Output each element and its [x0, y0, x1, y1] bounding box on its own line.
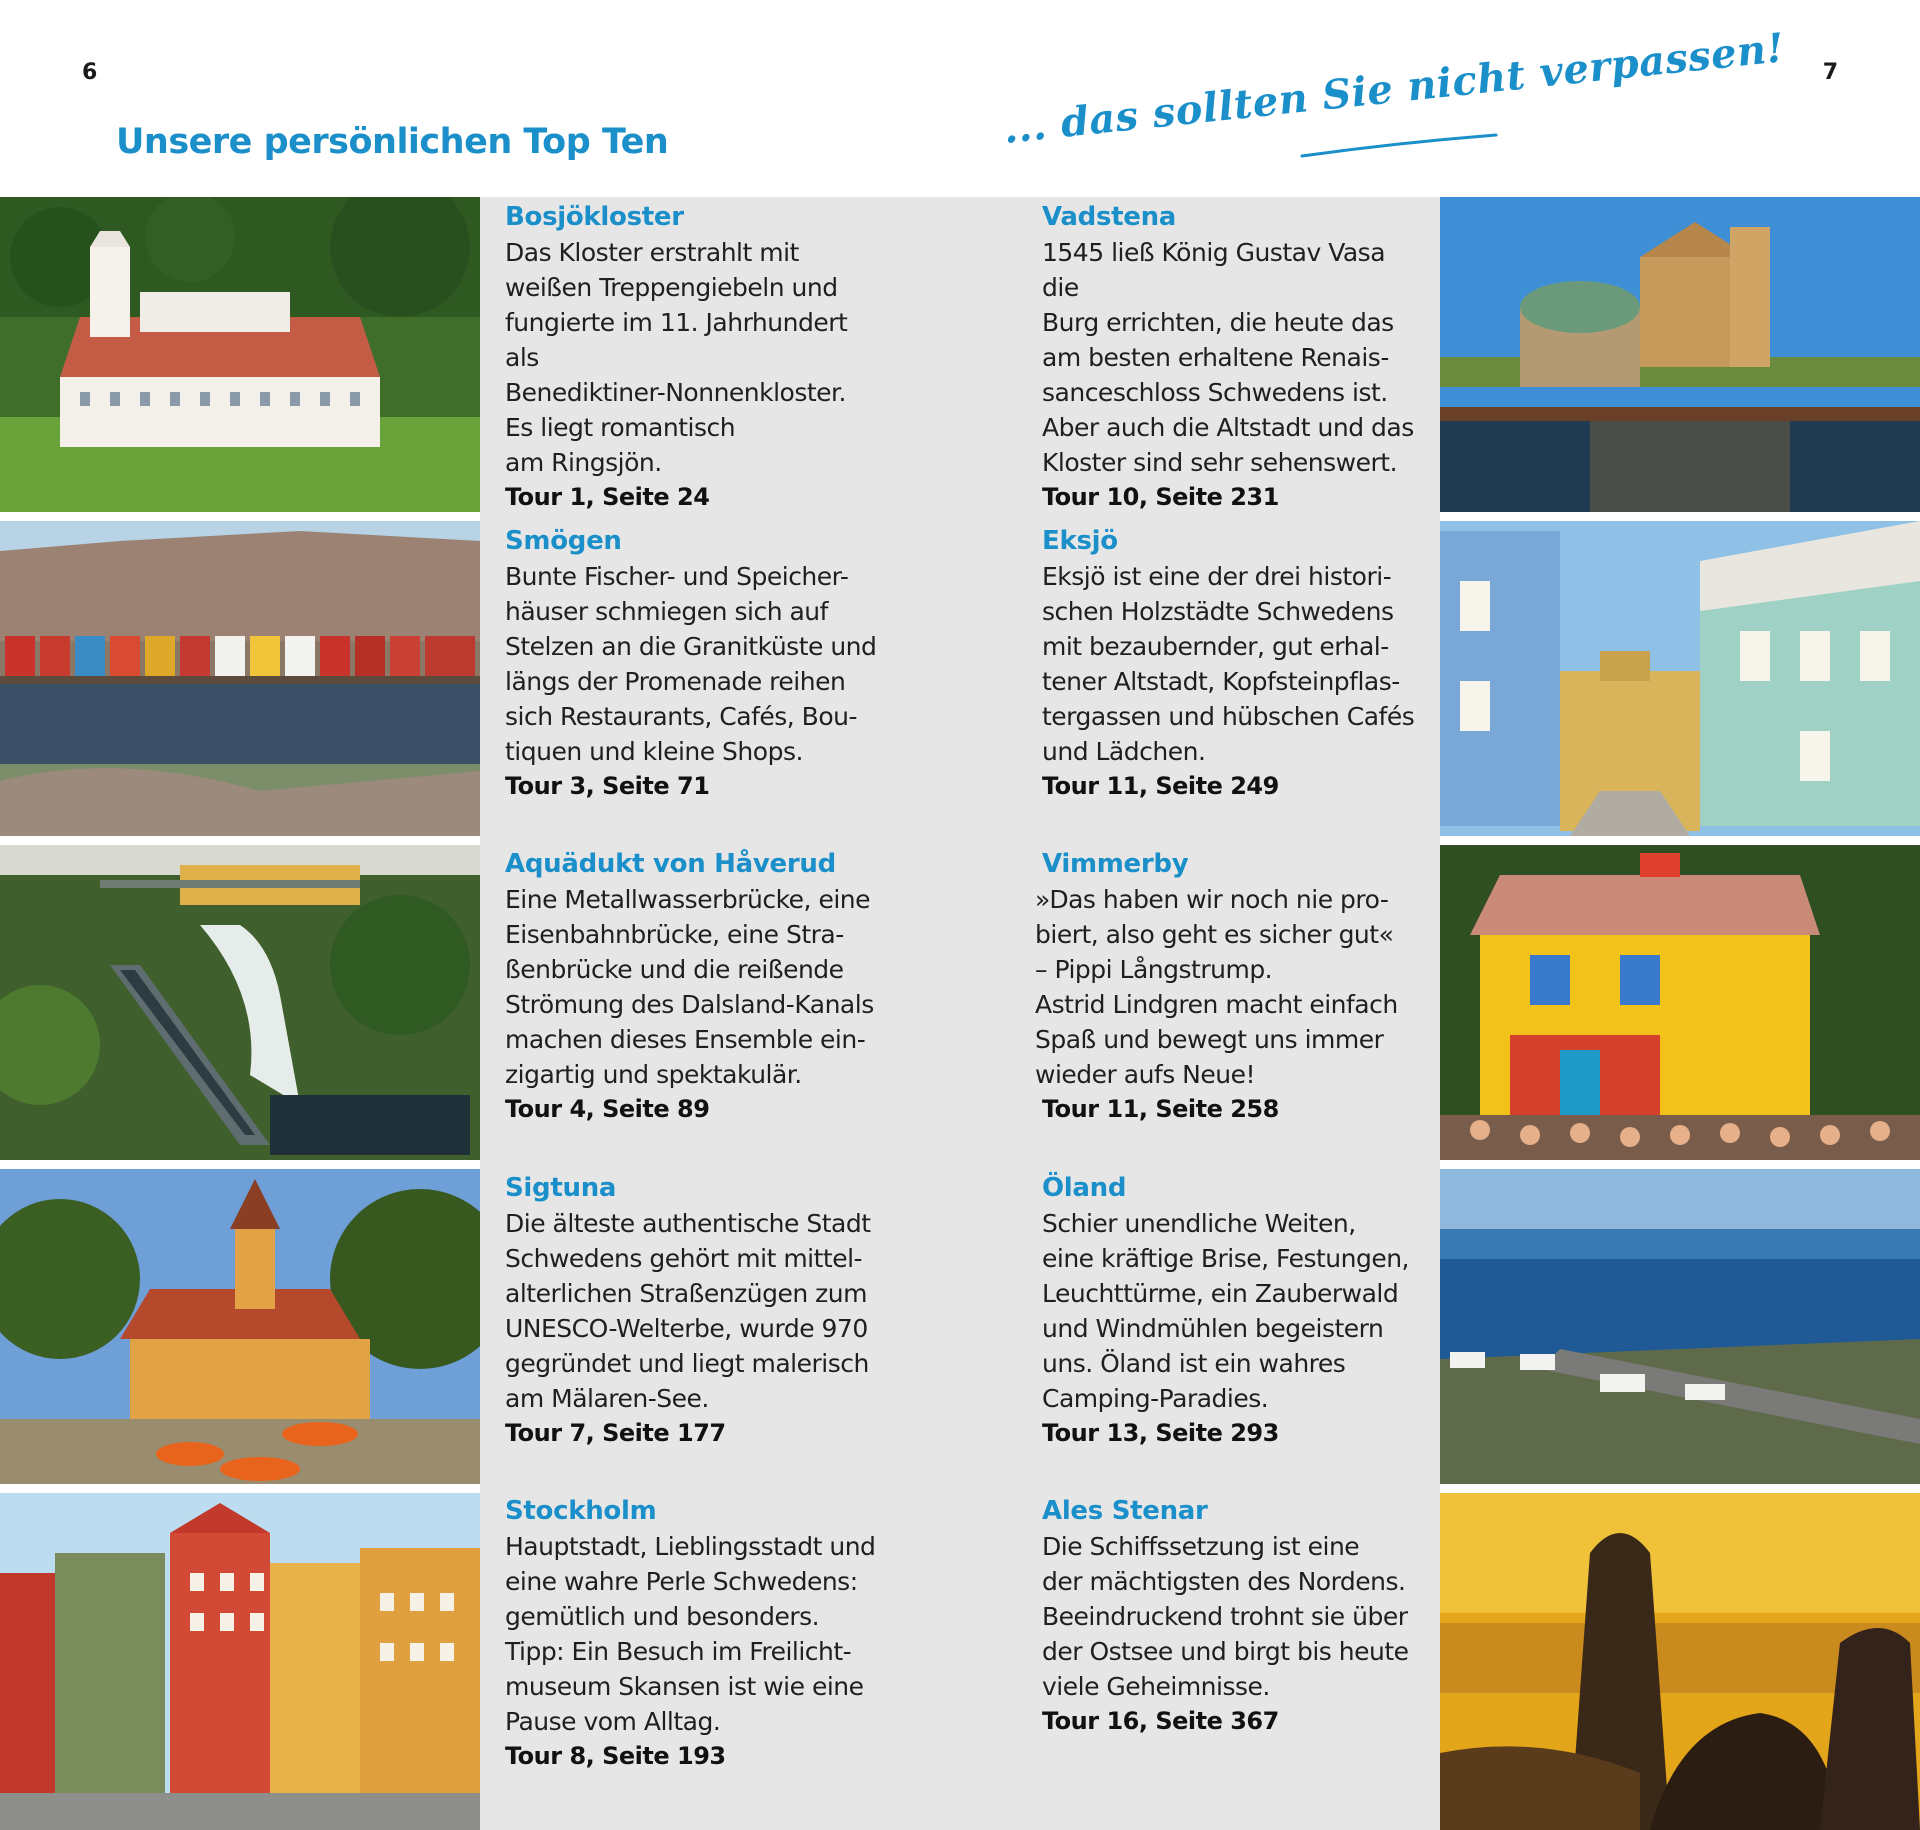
entry-reference: Tour 7, Seite 177	[505, 1419, 726, 1447]
entry-reference: Tour 3, Seite 71	[505, 772, 710, 800]
old-town-photo	[0, 1493, 480, 1830]
page-number-right: 7	[1822, 60, 1838, 85]
castle-photo	[1440, 197, 1920, 512]
monastery-photo	[0, 197, 480, 512]
entry-description: 1545 ließ König Gustav Vasa die Burg errichten, die heute das am besten erhaltene Renais- sanceschloss Schwedens ist. Aber auch die Altstadt und das Kloster sind sehr sehenswert.	[1042, 238, 1414, 477]
entry-reference: Tour 8, Seite 193	[505, 1742, 726, 1770]
boathouses-photo	[0, 521, 480, 836]
entry-title: Aquädukt von Håverud	[505, 849, 836, 879]
entry-description: Schier unendliche Weiten, eine kräftige Brise, Festungen, Leuchttürme, ein Zauberwald und Windmühlen begeistern uns. Öland ist ein wahres Camping-Paradies.	[1042, 1209, 1410, 1413]
entry-reference: Tour 13, Seite 293	[1042, 1419, 1279, 1447]
pippi-house-photo	[1440, 845, 1920, 1160]
entry-title: Ales Stenar	[1042, 1496, 1208, 1526]
top-ten-entry	[505, 847, 885, 1127]
entry-title: Smögen	[505, 526, 622, 556]
entry-title: Vimmerby	[1042, 849, 1189, 879]
entry-description: »Das haben wir noch nie pro- biert, also geht es sicher gut« – Pippi Långstrump. Astrid Lindgren macht einfach Spaß und bewegt uns immer wieder aufs Neue!	[1035, 885, 1398, 1089]
coast-photo	[1440, 1169, 1920, 1484]
entry-reference: Tour 4, Seite 89	[505, 1095, 710, 1123]
wooden-town-photo	[1440, 521, 1920, 836]
page-number-left: 6	[82, 60, 98, 85]
top-ten-entry	[1042, 524, 1422, 804]
page-heading-left: Unsere persönlichen Top Ten	[116, 122, 669, 162]
entry-reference: Tour 1, Seite 24	[505, 483, 710, 511]
heading-right-text: ... das sollten Sie nicht verpassen!	[1001, 24, 1787, 154]
entry-title: Sigtuna	[505, 1173, 617, 1203]
entry-title: Öland	[1042, 1173, 1127, 1203]
entry-description: Eine Metallwasserbrücke, eine Eisenbahnbrücke, eine Stra- ßenbrücke und die reißende Strömung des Dalsland-Kanals machen dieses Ensemble ein- zigartig und spektakulär.	[505, 885, 874, 1089]
entry-description: Eksjö ist eine der drei histori- schen Holzstädte Schwedens mit bezaubernder, gut erhal- tener Altstadt, Kopfsteinpflas- tergassen und hübschen Cafés und Lädchen.	[1042, 562, 1415, 766]
top-ten-entry	[505, 200, 885, 515]
entry-reference: Tour 11, Seite 258	[1042, 1095, 1279, 1123]
entry-reference: Tour 16, Seite 367	[1042, 1707, 1279, 1735]
top-ten-entry	[505, 1494, 885, 1774]
entry-title: Eksjö	[1042, 526, 1118, 556]
top-ten-entry	[1035, 847, 1415, 1127]
entry-description: Das Kloster erstrahlt mit weißen Treppengiebeln und fungierte im 11. Jahrhundert als Benediktiner-Nonnenkloster. Es liegt romantisch am Ringsjön.	[505, 238, 848, 477]
standing-stones-photo	[1440, 1493, 1920, 1830]
entry-reference: Tour 10, Seite 231	[1042, 483, 1279, 511]
entry-description: Die älteste authentische Stadt Schwedens gehört mit mittel- alterlichen Straßenzügen zum UNESCO-Welterbe, wurde 970 gegründet und liegt malerisch am Mälaren-See.	[505, 1209, 871, 1413]
town-hall-photo	[0, 1169, 480, 1484]
entry-description: Die Schiffssetzung ist eine der mächtigsten des Nordens. Beeindruckend trohnt sie über der Ostsee und birgt bis heute viele Geheimnisse.	[1042, 1532, 1409, 1701]
top-ten-entry	[1042, 1494, 1422, 1739]
underline-swash-icon	[1300, 132, 1500, 162]
top-ten-entry	[1042, 200, 1422, 515]
top-ten-entry	[1042, 1171, 1422, 1451]
aqueduct-photo	[0, 845, 480, 1160]
top-ten-entry	[505, 524, 885, 804]
entry-description: Hauptstadt, Lieblingsstadt und eine wahre Perle Schwedens: gemütlich und besonders. Tipp: Ein Besuch im Freilicht- museum Skansen ist wie eine Pause vom Alltag.	[505, 1532, 876, 1736]
page-heading-right	[1000, 24, 1787, 170]
entry-title: Stockholm	[505, 1496, 657, 1526]
top-ten-entry	[505, 1171, 885, 1451]
entry-title: Bosjökloster	[505, 202, 684, 232]
entry-title: Vadstena	[1042, 202, 1177, 232]
entry-reference: Tour 11, Seite 249	[1042, 772, 1279, 800]
entry-description: Bunte Fischer- und Speicher- häuser schmiegen sich auf Stelzen an die Granitküste und längs der Promenade reihen sich Restaurants, Cafés, Bou- tiquen und kleine Shops.	[505, 562, 877, 766]
